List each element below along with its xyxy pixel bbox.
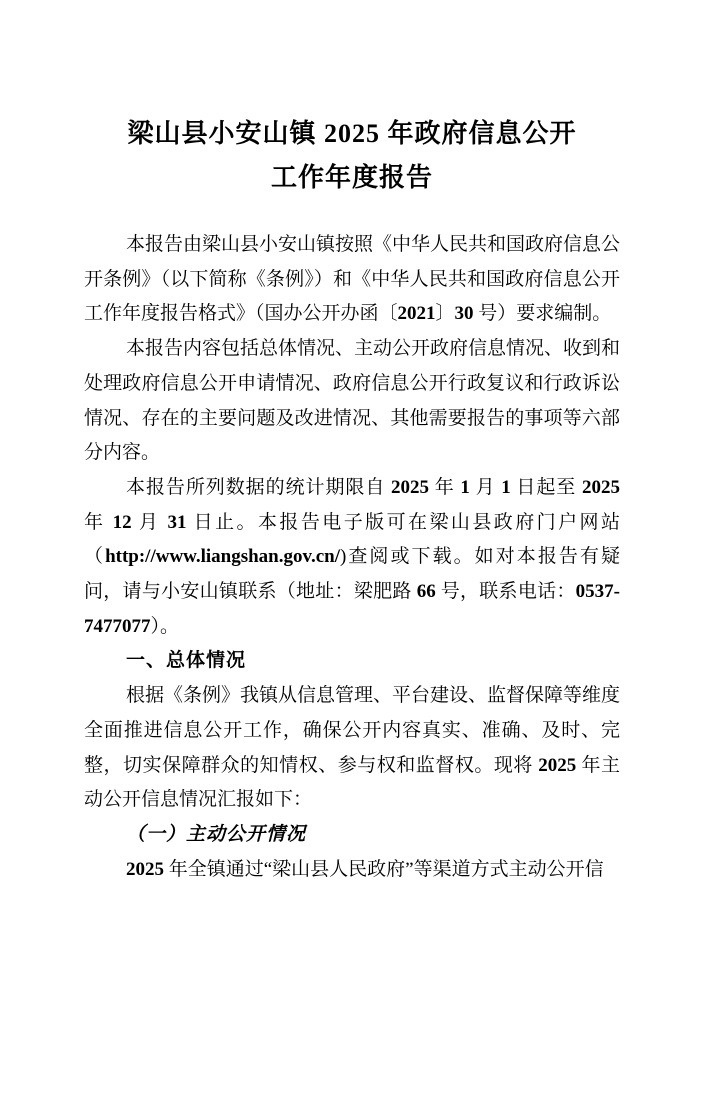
text-run: 年全镇通过“梁山县人民政府”等渠道方式主动公开信 (164, 858, 604, 880)
paragraph-proactive-disclosure (84, 853, 620, 888)
text-run: 根据《条例》我镇从信息管理、平台建设、监督保障等维度全面推进信息公开工作，确保公开内容真实、准确、及时、完整，切实保障群众的知情权、参与权和监督权。现将 (84, 685, 621, 776)
text-run: ）。 (150, 615, 180, 637)
text-run: 〕 (435, 303, 455, 325)
text-run: 号，联系电话： (435, 581, 576, 603)
paragraph-compilation-basis (84, 228, 620, 332)
text-run: 年 (429, 476, 461, 498)
document-page (0, 112, 707, 1111)
bold-text-run: 31 (167, 511, 187, 533)
document-title-line1: 梁山县小安山镇 2025 年政府信息公开 (127, 119, 577, 148)
bold-text-run: 2021 (397, 303, 436, 325)
paragraph-report-contents (84, 332, 620, 471)
bold-text-run: 66 (416, 581, 436, 603)
text-run: 本报告内容包括总体情况、主动公开政府信息情况、收到和处理政府信息公开申请情况、政府信息公开行政复议和行政诉讼情况、存在的主要问题及改进情况、其他需要报告的事项等六部分内容。 (84, 338, 621, 464)
text-run: 本报告所列数据的统计期限自 (126, 476, 392, 498)
text-run: 月 (131, 511, 168, 533)
bold-text-run: 1 (501, 476, 511, 498)
text-run: )查阅或下载。如对本报告有疑问，请与小安山镇联系（地址：梁肥路 (84, 546, 620, 603)
text-run: 年主动公开信息情况汇报如下： (84, 754, 620, 811)
document-title (84, 112, 620, 200)
heading-overall-situation: 一、总体情况 (126, 650, 247, 672)
bold-text-run: 12 (112, 511, 132, 533)
bold-text-run: 2025 (126, 858, 164, 880)
bold-text-run: 1 (460, 476, 470, 498)
bold-text-run: 0537-7477077 (84, 581, 620, 637)
bold-text-run: 30 (454, 303, 474, 325)
text-run: 日起至 (510, 476, 582, 498)
heading-proactive-disclosure: （一）主动公开情况 (126, 823, 307, 845)
bold-text-run: http://www.liangshan.gov.cn/ (105, 546, 340, 568)
text-run: 号）要求编制。 (473, 303, 612, 325)
bold-text-run: 2025 (391, 476, 430, 498)
document-title-line2: 工作年度报告 (270, 163, 433, 192)
paragraph-statistics-period (84, 471, 620, 645)
text-run: 月 (469, 476, 502, 498)
text-run: 日止。本报告电子版可在梁山县政府门户网站（ (84, 511, 620, 568)
bold-text-run: 2025 (538, 754, 577, 776)
paragraph-overall-situation (84, 679, 620, 818)
text-run: 年 (84, 511, 113, 533)
bold-text-run: 2025 (581, 476, 620, 498)
text-run: 本报告由梁山县小安山镇按照《中华人民共和国政府信息公开条例》（以下简称《条例》）和《中华人民共和国政府信息公开工作年度报告格式》（国办公开办函〔 (84, 234, 621, 325)
